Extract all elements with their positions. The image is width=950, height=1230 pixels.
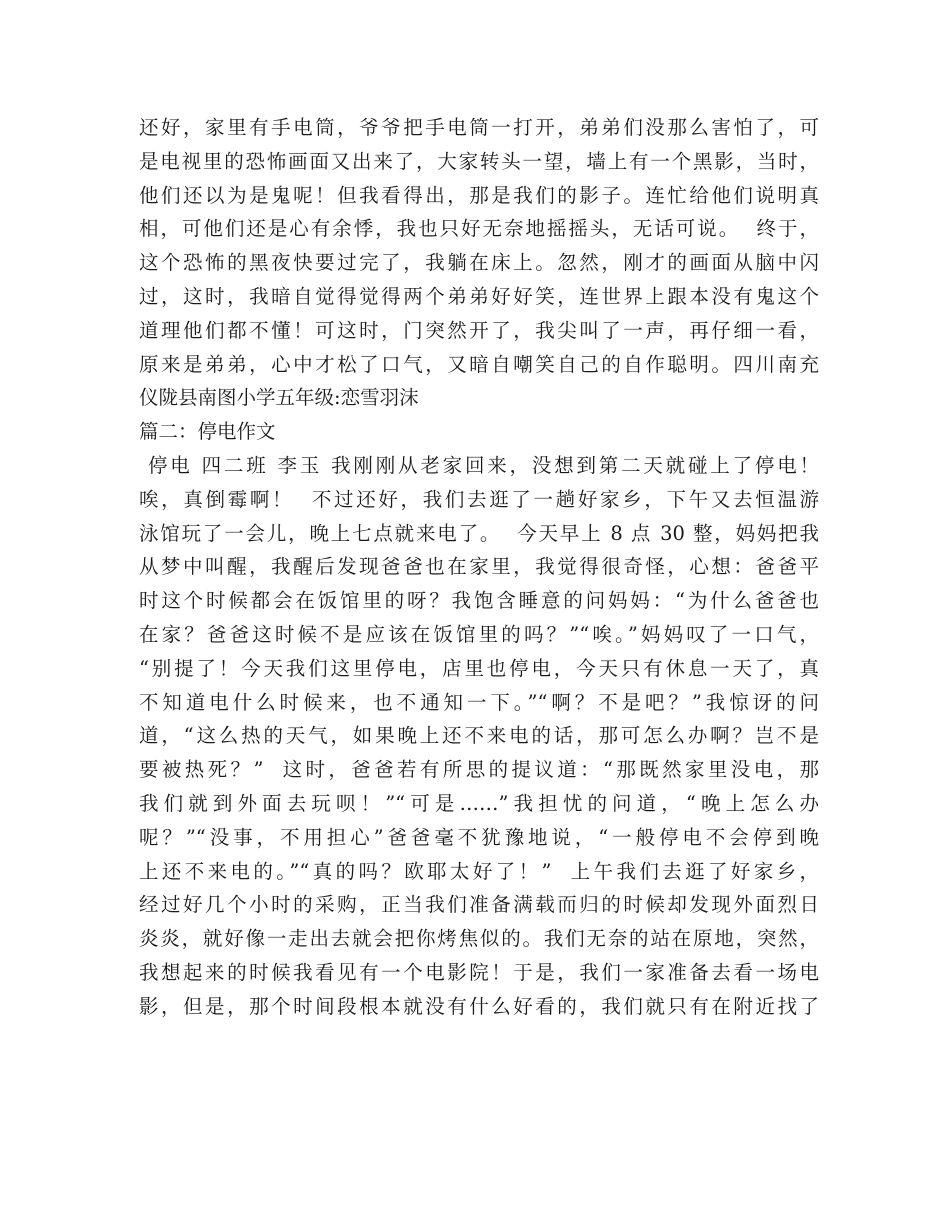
text-line: 上还不来电的。”“真的吗？欧耶太好了！” 上午我们去逛了好家乡，	[139, 859, 819, 883]
text-line: 这个恐怖的黑夜快要过完了，我躺在床上。忽然，刚才的画面从脑中闪	[139, 251, 819, 275]
text-line: 过，这时，我暗自觉得觉得两个弟弟好好笑，连世界上跟本没有鬼这个	[139, 284, 819, 308]
text-line: 炎炎，就好像一走出去就会把你烤焦似的。我们无奈的站在原地，突然，	[139, 927, 819, 951]
text-line: 是电视里的恐怖画面又出来了，大家转头一望，墙上有一个黑影，当时，	[139, 149, 819, 173]
section-heading: 篇二：停电作文	[139, 420, 276, 444]
text-line: 他们还以为是鬼呢！但我看得出，那是我们的影子。连忙给他们说明真	[139, 183, 819, 207]
text-line: 停电 四二班 李玉 我刚刚从老家回来，没想到第二天就碰上了停电！	[139, 453, 819, 477]
text-line: 呢？”“没事，不用担心”爸爸毫不犹豫地说，“一般停电不会停到晚	[139, 825, 819, 849]
text-line: 我想起来的时候我看见有一个电影院！于是，我们一家准备去看一场电	[139, 960, 819, 984]
text-line: 唉，真倒霉啊！ 不过还好，我们去逛了一趟好家乡，下午又去恒温游	[139, 487, 819, 511]
text-line: 我们就到外面去玩呗！”“可是……”我担忧的问道，“晚上怎么办	[139, 791, 819, 815]
text-line: 在家？爸爸这时候不是应该在饭馆里的吗？”“唉。”妈妈叹了一口气，	[139, 622, 819, 646]
text-line: 还好，家里有手电筒，爷爷把手电筒一打开，弟弟们没那么害怕了，可	[139, 116, 819, 139]
text-line: 道，“这么热的天气，如果晚上还不来电的话，那可怎么办啊？岂不是	[139, 724, 819, 748]
text-line: 从梦中叫醒，我醒后发现爸爸也在家里，我觉得很奇怪，心想：爸爸平	[139, 555, 819, 579]
text-line: 泳馆玩了一会儿，晚上七点就来电了。 今天早上 8 点 30 整，妈妈把我	[139, 521, 819, 545]
essay-text-body	[139, 111, 819, 1024]
text-line: “别提了！今天我们这里停电，店里也停电，今天只有休息一天了，真	[139, 656, 819, 680]
text-line: 经过好几个小时的采购，正当我们准备满载而归的时候却发现外面烈日	[139, 893, 819, 917]
text-line: 原来是弟弟，心中才松了口气，又暗自嘲笑自己的自作聪明。四川南充	[139, 352, 819, 376]
text-line: 影，但是，那个时间段根本就没有什么好看的，我们就只有在附近找了	[139, 994, 819, 1018]
text-line: 不知道电什么时候来，也不通知一下。”“啊？不是吧？”我惊讶的问	[139, 690, 819, 714]
text-line: 道理他们都不懂！可这时，门突然开了，我尖叫了一声，再仔细一看，	[139, 318, 819, 342]
text-line: 要被热死？” 这时，爸爸若有所思的提议道：“那既然家里没电，那	[139, 758, 819, 782]
text-line: 仪陇县南图小学五年级:恋雪羽沫	[139, 386, 419, 410]
text-line: 相，可他们还是心有余悸，我也只好无奈地摇摇头，无话可说。 终于，	[139, 217, 819, 241]
text-line: 时这个时候都会在饭馆里的呀？我饱含睡意的问妈妈：“为什么爸爸也	[139, 589, 819, 613]
